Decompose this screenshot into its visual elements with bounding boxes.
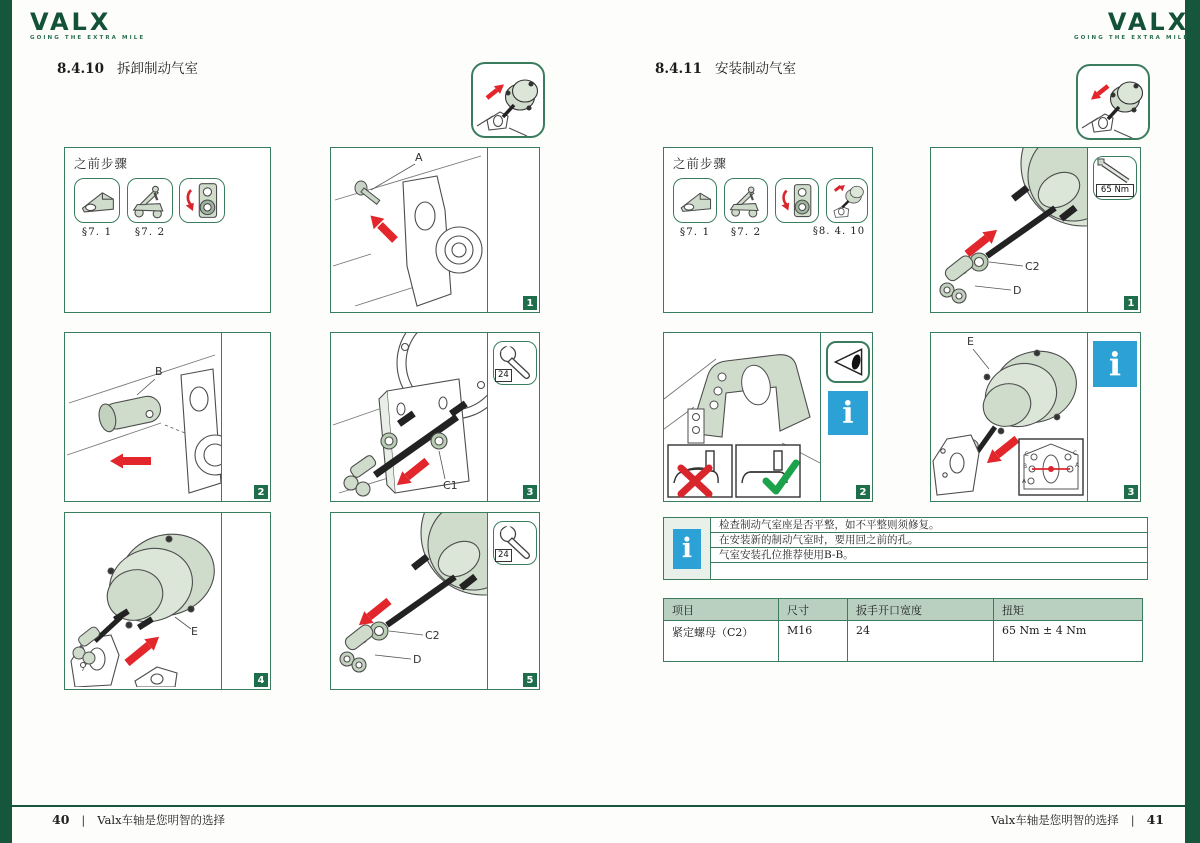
prev-steps-label: 之前步骤	[74, 156, 129, 171]
info-note-line-empty	[711, 563, 1147, 579]
step-badge: 3	[1124, 485, 1138, 499]
info-note-rows	[711, 518, 1147, 579]
right-edge-band	[1185, 0, 1200, 843]
step-badge: 1	[523, 296, 537, 310]
hole-label: A	[1022, 478, 1027, 485]
section-number-right: 8.4.11	[655, 61, 702, 77]
info-icon: i	[828, 391, 868, 435]
arrow-left	[110, 454, 151, 469]
step-badge: 1	[1124, 296, 1138, 310]
remove-chamber-mini-icon	[829, 182, 865, 220]
install-chamber-icon	[1078, 66, 1148, 138]
ref-caption-8-4-10: §8. 4. 10	[812, 226, 866, 237]
footer-slogan-right: Valx车轴是您明智的选择	[990, 813, 1119, 827]
install-step1-illustration	[931, 148, 1087, 310]
valx-logo-left	[30, 10, 145, 41]
part-label-d: D	[1013, 284, 1022, 297]
info-note-line: 检查制动气室座是否平整，如不平整则须修复。	[711, 518, 1147, 533]
hole-label: C	[1024, 451, 1029, 458]
prev-steps-label: 之前步骤	[673, 156, 728, 171]
step-panel-remove-1	[330, 147, 540, 313]
panel-divider	[487, 513, 488, 689]
page-number-right: 41	[1146, 812, 1164, 827]
inspect-eye-icon	[828, 343, 868, 381]
part-label-a: A	[415, 151, 423, 164]
ref-icon-wheel-chock	[74, 178, 120, 223]
step-badge: 2	[856, 485, 870, 499]
wheel-chock-icon	[676, 182, 714, 220]
ref-icon-remove-chamber	[826, 178, 868, 223]
panel-divider	[1087, 333, 1088, 501]
arrow-down-left-icon	[1091, 86, 1108, 100]
part-label-b: B	[155, 365, 163, 378]
section-heading-left	[57, 62, 198, 77]
wheel-chock-icon	[77, 181, 117, 221]
wrench-tool-box	[493, 341, 537, 385]
arrow-up-right-icon	[487, 84, 504, 98]
info-note-box	[663, 517, 1148, 580]
wrench-size-tag: 24	[495, 549, 512, 562]
section-title-left: 拆卸制动气室	[116, 61, 198, 77]
step-panel-remove-5	[330, 512, 540, 690]
part-label-c1: C1	[443, 479, 458, 492]
wrench-tool-box	[493, 521, 537, 565]
ref-caption-7-2: §7. 2	[730, 226, 762, 238]
valx-logo-tagline: GOING THE EXTRA MILE	[30, 35, 146, 41]
panel-divider	[221, 513, 222, 689]
step1-illustration	[331, 148, 487, 310]
table-header-torque: 扭矩	[1002, 604, 1024, 617]
step-panel-install-2	[663, 332, 873, 502]
hole-label: C	[1073, 450, 1078, 457]
torque-value-tag: 65 Nm	[1096, 184, 1134, 197]
arrow-up-left	[371, 216, 396, 241]
ref-icon-jack	[127, 178, 173, 223]
ref-icon-jack	[724, 178, 768, 223]
section-number-left: 8.4.10	[57, 61, 104, 77]
info-icon: i	[1093, 341, 1137, 387]
ref-caption-7-1: §7. 1	[81, 226, 113, 238]
torque-wrench-tool-box	[1093, 156, 1137, 200]
panel-divider	[221, 333, 222, 501]
footer-rule	[12, 805, 1185, 807]
table-header-size: 尺寸	[779, 599, 848, 620]
remove-chamber-pictogram	[471, 62, 545, 138]
part-label-d: D	[413, 653, 422, 666]
part-label-e: E	[967, 335, 974, 348]
step-badge: 2	[254, 485, 268, 499]
step-panel-remove-3	[330, 332, 540, 502]
arrow-down-left	[359, 601, 389, 625]
arrow-up-right	[127, 637, 159, 663]
jack-icon	[130, 181, 170, 221]
footer-separator: |	[81, 813, 86, 827]
info-note-icon-cell	[664, 518, 711, 579]
brake-hub-icon	[182, 181, 222, 221]
panel-divider	[487, 333, 488, 501]
brake-hub-icon	[778, 182, 816, 220]
arrow-down-left	[987, 439, 1017, 463]
hole-label: B	[1023, 463, 1028, 470]
step-badge: 5	[523, 673, 537, 687]
torque-spec-table	[663, 598, 1143, 662]
part-label-c2: C2	[1025, 260, 1040, 273]
section-heading-right	[655, 62, 796, 77]
step3-illustration	[331, 333, 487, 499]
panel-divider	[1087, 148, 1088, 312]
jack-icon	[727, 182, 765, 220]
valx-logo-word: VALX	[1107, 8, 1190, 36]
install-step2-illustration	[664, 333, 820, 499]
page-number-left: 40	[52, 812, 70, 827]
wrench-size-tag: 24	[495, 369, 512, 382]
ref-icon-wheel-chock	[673, 178, 717, 223]
footer-left	[52, 812, 225, 828]
ref-icon-brake-hub	[179, 178, 225, 223]
remove-chamber-icon	[473, 64, 543, 136]
torque-wrench-icon	[1094, 157, 1134, 185]
prev-steps-panel-left	[64, 147, 271, 313]
step-panel-remove-2	[64, 332, 271, 502]
valx-logo-word: VALX	[30, 8, 112, 36]
table-row	[664, 620, 1142, 662]
step-panel-install-3	[930, 332, 1141, 502]
step4-illustration	[65, 513, 221, 687]
table-cell-torque: 65 Nm ± 4 Nm	[1002, 624, 1087, 637]
ref-caption-7-2: §7. 2	[134, 226, 166, 238]
table-header-row	[664, 599, 1142, 620]
left-edge-band	[0, 0, 12, 843]
step-badge: 4	[254, 673, 268, 687]
step-panel-install-1	[930, 147, 1141, 313]
prev-steps-panel-right	[663, 147, 873, 313]
info-note-line: 在安装新的制动气室时，要用回之前的孔。	[711, 533, 1147, 548]
mounting-hole-inset	[1019, 439, 1083, 495]
footer-right	[991, 812, 1164, 828]
step-panel-remove-4	[64, 512, 271, 690]
part-label-e: E	[191, 625, 198, 638]
table-header-wrench-width: 扳手开口宽度	[848, 599, 994, 620]
install-step3-illustration	[931, 333, 1087, 499]
ref-icon-brake-hub	[775, 178, 819, 223]
install-chamber-pictogram	[1076, 64, 1150, 140]
section-title-right: 安装制动气室	[714, 61, 796, 77]
valx-logo-tagline: GOING THE EXTRA MILE	[1074, 35, 1190, 41]
panel-divider	[820, 333, 821, 501]
info-icon: i	[673, 529, 701, 569]
table-header-item: 项目	[664, 599, 779, 620]
valx-logo-right	[1074, 10, 1189, 41]
footer-slogan-left: Valx车轴是您明智的选择	[97, 813, 226, 827]
footer-separator: |	[1130, 813, 1135, 827]
info-note-line: 气室安装孔位推荐使用B-B。	[711, 548, 1147, 563]
step-badge: 3	[523, 485, 537, 499]
step2-illustration	[65, 333, 221, 499]
step5-illustration	[331, 513, 487, 687]
panel-divider	[487, 148, 488, 312]
table-cell-item: 紧定螺母（C2）	[664, 621, 779, 662]
table-cell-wrench-width: 24	[848, 621, 994, 662]
inspect-box	[826, 341, 870, 383]
table-cell-size: M16	[779, 621, 848, 662]
hole-label: A	[1075, 462, 1080, 469]
part-label-c2: C2	[425, 629, 440, 642]
ref-caption-7-1: §7. 1	[679, 226, 711, 238]
